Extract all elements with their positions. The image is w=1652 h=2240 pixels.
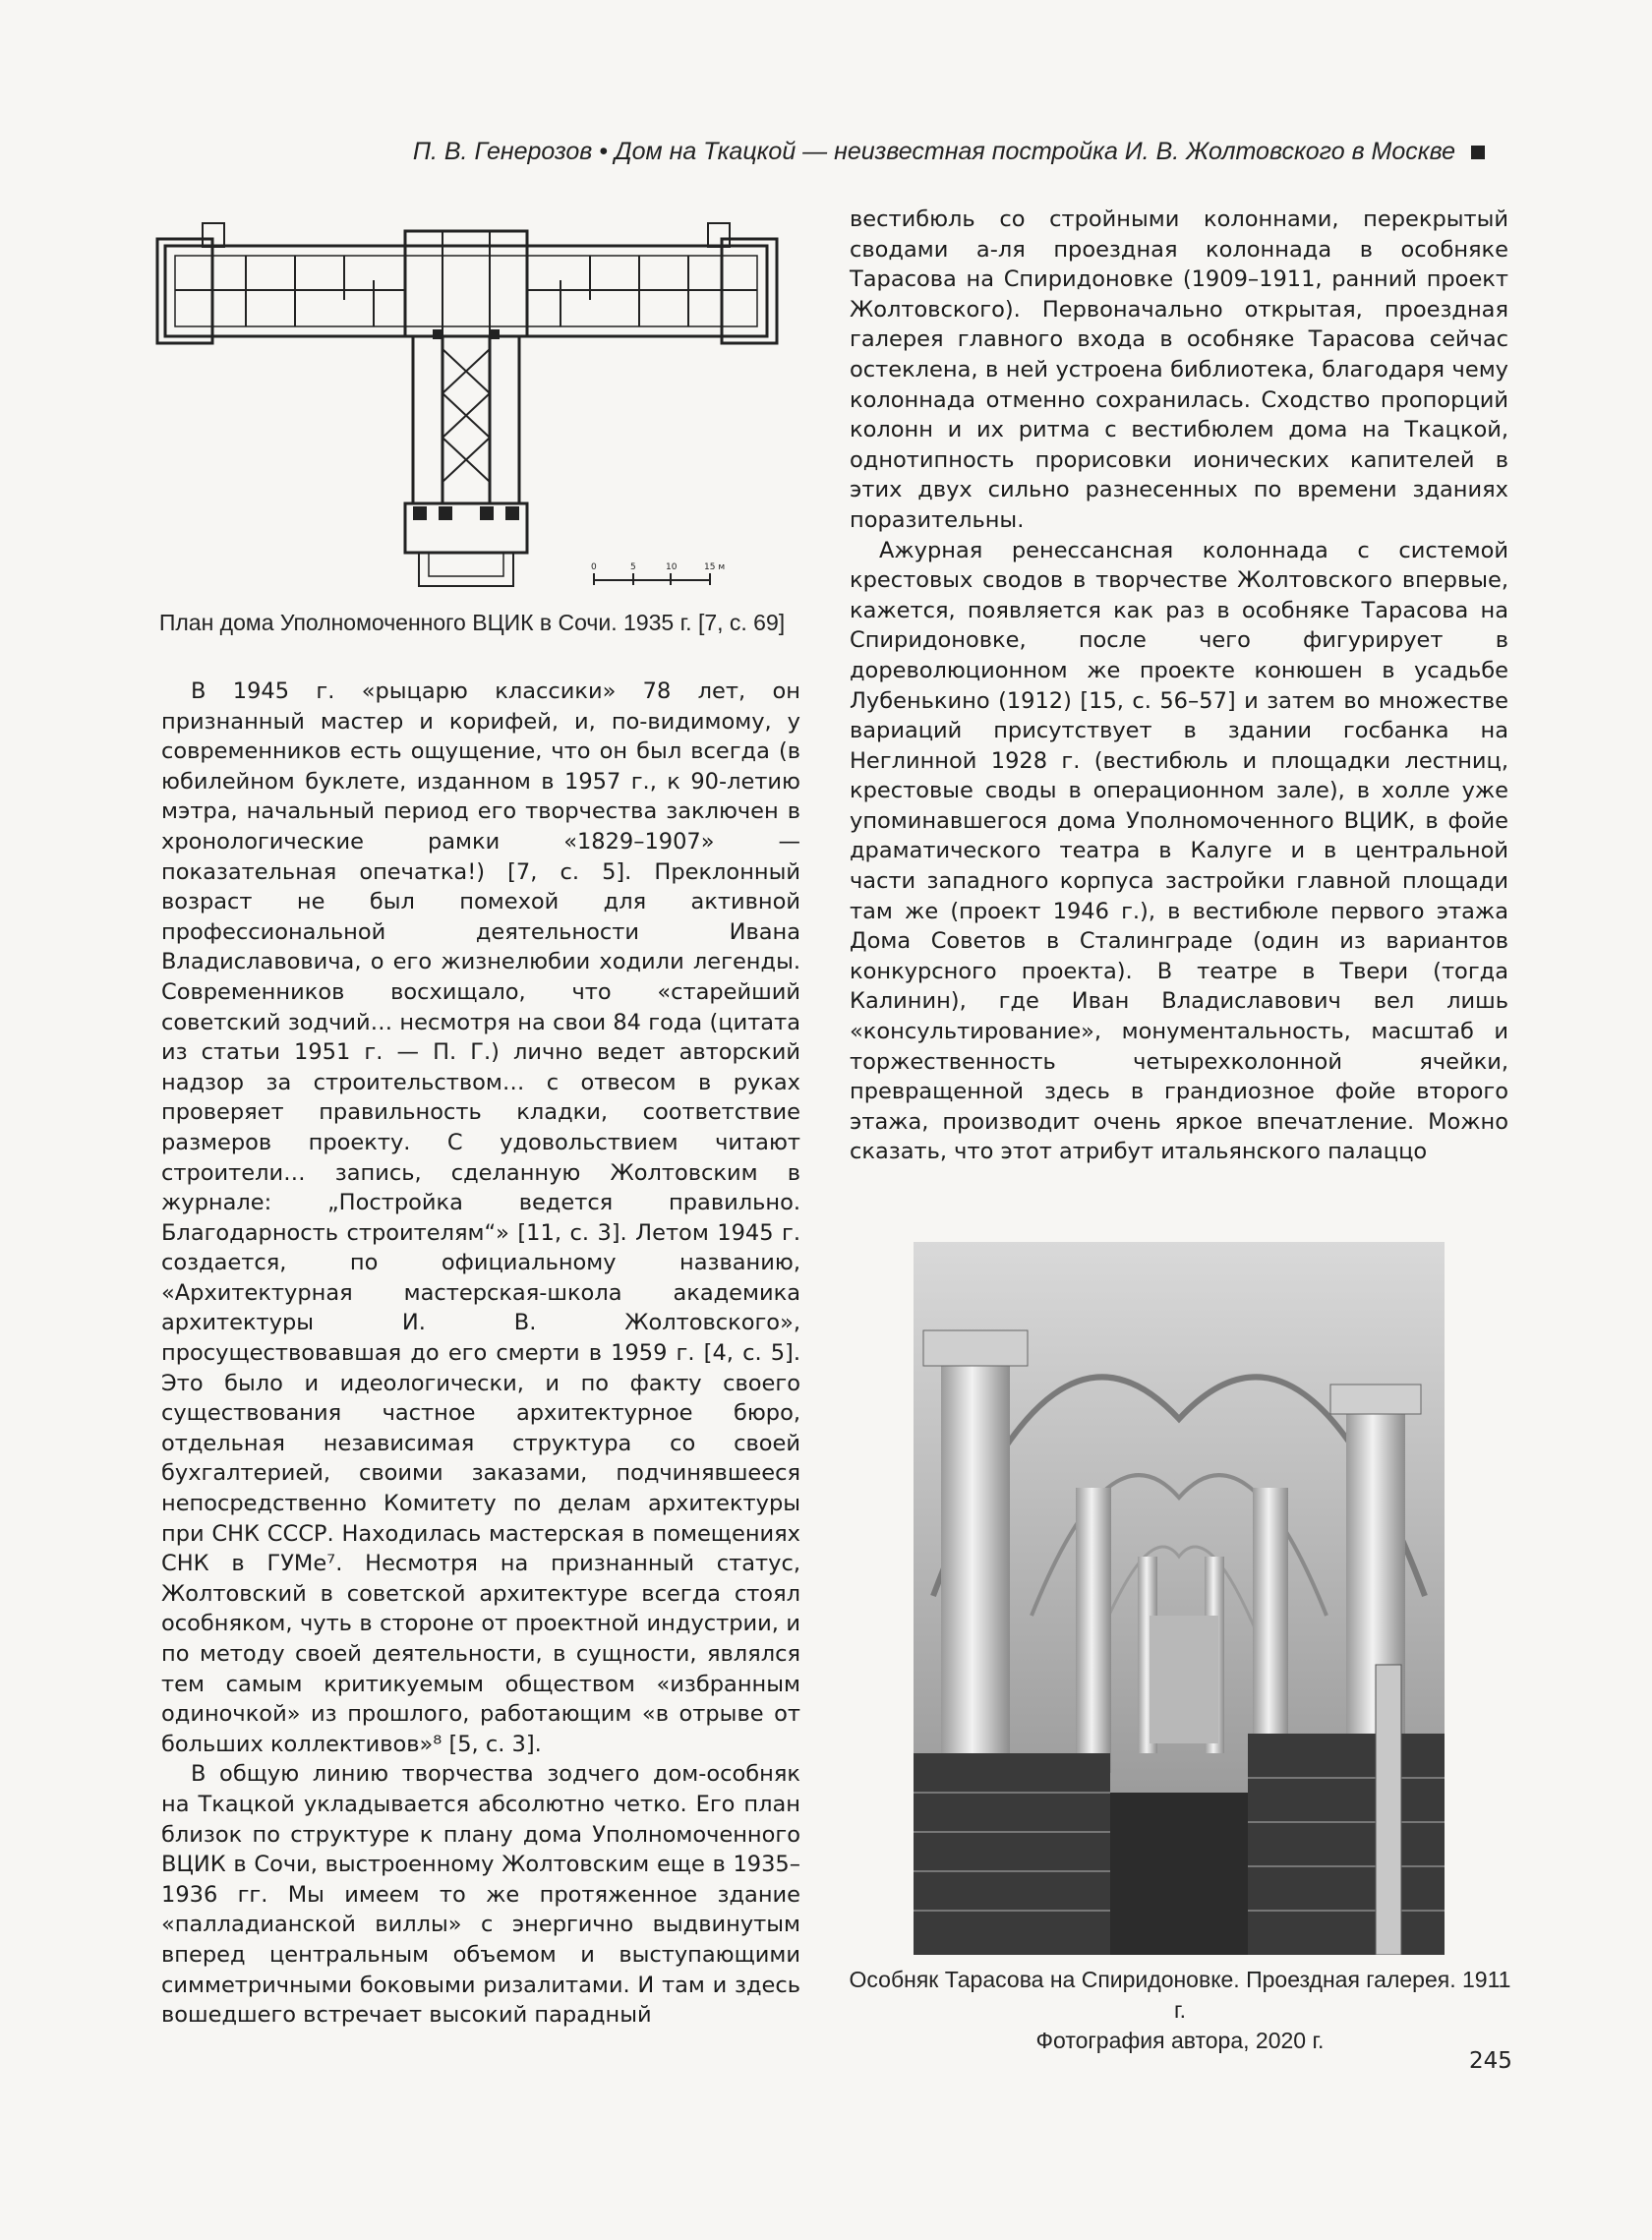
figure2-caption — [846, 1965, 1514, 2056]
scale-label-5: 5 — [630, 562, 636, 572]
figure2-caption-line1: Особняк Тарасова на Спиридоновке. Проездная галерея. 1911 г. — [849, 1967, 1511, 2023]
right-column — [850, 205, 1508, 1167]
square-bullet-icon — [1471, 146, 1485, 159]
scale-label-0: 0 — [591, 562, 597, 572]
scale-label-10: 10 — [666, 562, 678, 572]
left-paragraph-2: В общую линию творчества зодчего дом-особняк на Ткацкой укладывается абсолютно четко. Его план близок по структуре к плану дома Уполномоченного ВЦИК в Сочи, выстроенному Жолтовским еще в 1935–1936 гг. Мы имеем то же протяженное здание «палладианской виллы» с энергично выдвинутым вперед центральным объемом и выступающими симметричными боковыми ризалитами. И там и здесь вошедшего встречает высокий парадный — [161, 1761, 800, 2029]
library-gallery-photo — [914, 1242, 1445, 1955]
figure1-caption: План дома Уполномоченного ВЦИК в Сочи. 1935 г. [7, с. 69] — [158, 610, 786, 635]
page-number: 245 — [1469, 2048, 1512, 2074]
floor-plan-drawing — [148, 211, 796, 595]
running-title: П. В. Генерозов • Дом на Ткацкой — неизвестная постройка И. В. Жолтовского в Москве — [412, 138, 1455, 165]
left-paragraph-1: В 1945 г. «рыцарю классики» 78 лет, он признанный мастер и корифей, и, по-видимому, у современников есть ощущение, что он был всегда (в юбилейном буклете, изданном в 1957 г., к 90-летию мэтра, начальный период его творчества заключен в хронологические рамки «1829–1907» — показательная опечатка!) [7, с. 5]. Преклонный возраст не был помехой для активной профессиональной деятельности Ивана Владиславовича, о его жизнелюбии ходили легенды. Современников восхищало, что «старейший советский зодчий… несмотря на свои 84 года (цитата из статьи 1951 г. — П. Г.) лично ведет авторский надзор за строительством… с отвесом в руках проверяет правильность кладки, соответствие размеров проекту. С удовольствием читают строители… запись, сделанную Жолтовским в журнале: „Постройка ведется правильно. Благодарность строителям“» [11, с. 3]. Летом 1945 г. создается, по официальному названию, «Архитектурная мастерская-школа академика архитектуры И. В. Жолтовского», просуществовавшая до его смерти в 1959 г. [4, с. 5]. Это было и идеологически, и по факту своего существования частное архитектурное бюро, отдельная независимая структура со своей бухгалтерией, своими заказами, подчинявшееся непосредственно Комитету по делам архитектуры при СНК СССР. Находилась мастерская в помещениях СНК в ГУМе⁷. Несмотря на признанный статус, Жолтовский в советской архитектуре всегда стоял особняком, чуть в стороне от проектной индустрии, и по методу своей деятельности, в сущности, являлся тем самым критикуемым обществом «избранным одиночкой» из прошлого, работающим «в отрыве от больших коллективов»⁸ [5, с. 3]. — [161, 678, 800, 1757]
right-paragraph-1: вестибюль со стройными колоннами, перекрытый сводами а-ля проездная колоннада в особняке Тарасова на Спиридоновке (1909–1911, ранний проект Жолтовского). Первоначально открытая, проездная галерея главного входа в особняке Тарасова сейчас остеклена, в ней устроена библиотека, благодаря чему колоннада отменно сохранилась. Сходство пропорций колонн и их ритма с вестибюлем дома на Ткацкой, однотипность прорисовки ионических капителей в этих двух сильно разнесенных по времени зданиях поразительны. — [850, 206, 1508, 533]
figure2-caption-line2: Фотография автора, 2020 г. — [1035, 2028, 1325, 2053]
floor-plan-figure — [148, 211, 796, 595]
running-header — [413, 138, 1485, 166]
scale-label-15: 15 м — [704, 562, 726, 572]
left-column — [161, 677, 800, 2031]
right-paragraph-2: Ажурная ренессансная колоннада с системой крестовых сводов в творчестве Жолтовского впервые, кажется, появляется как раз в особняке Тарасова на Спиридоновке, после чего фигурирует в дореволюционном же проекте конюшен в усадьбе Лубенькино (1912) [15, с. 56–57] и затем во множестве вариаций присутствует в здании госбанка на Неглинной 1928 г. (вестибюль и площадки лестниц, крестовые своды в операционном зале), в холле уже упоминавшегося дома Уполномоченного ВЦИК, в фойе драматического театра в Калуге и в центральной части западного корпуса застройки главной площади там же (проект 1946 г.), в вестибюле первого этажа Дома Советов в Сталинграде (один из вариантов конкурсного проекта). В театре в Твери (тогда Калинин), где Иван Владиславович вел лишь «консультирование», монументальность, масштаб и торжественность четырехколонной ячейки, превращенной здесь в грандиозное фойе второго этажа, производит очень яркое впечатление. Можно сказать, что этот атрибут итальянского палаццо — [850, 537, 1508, 1165]
